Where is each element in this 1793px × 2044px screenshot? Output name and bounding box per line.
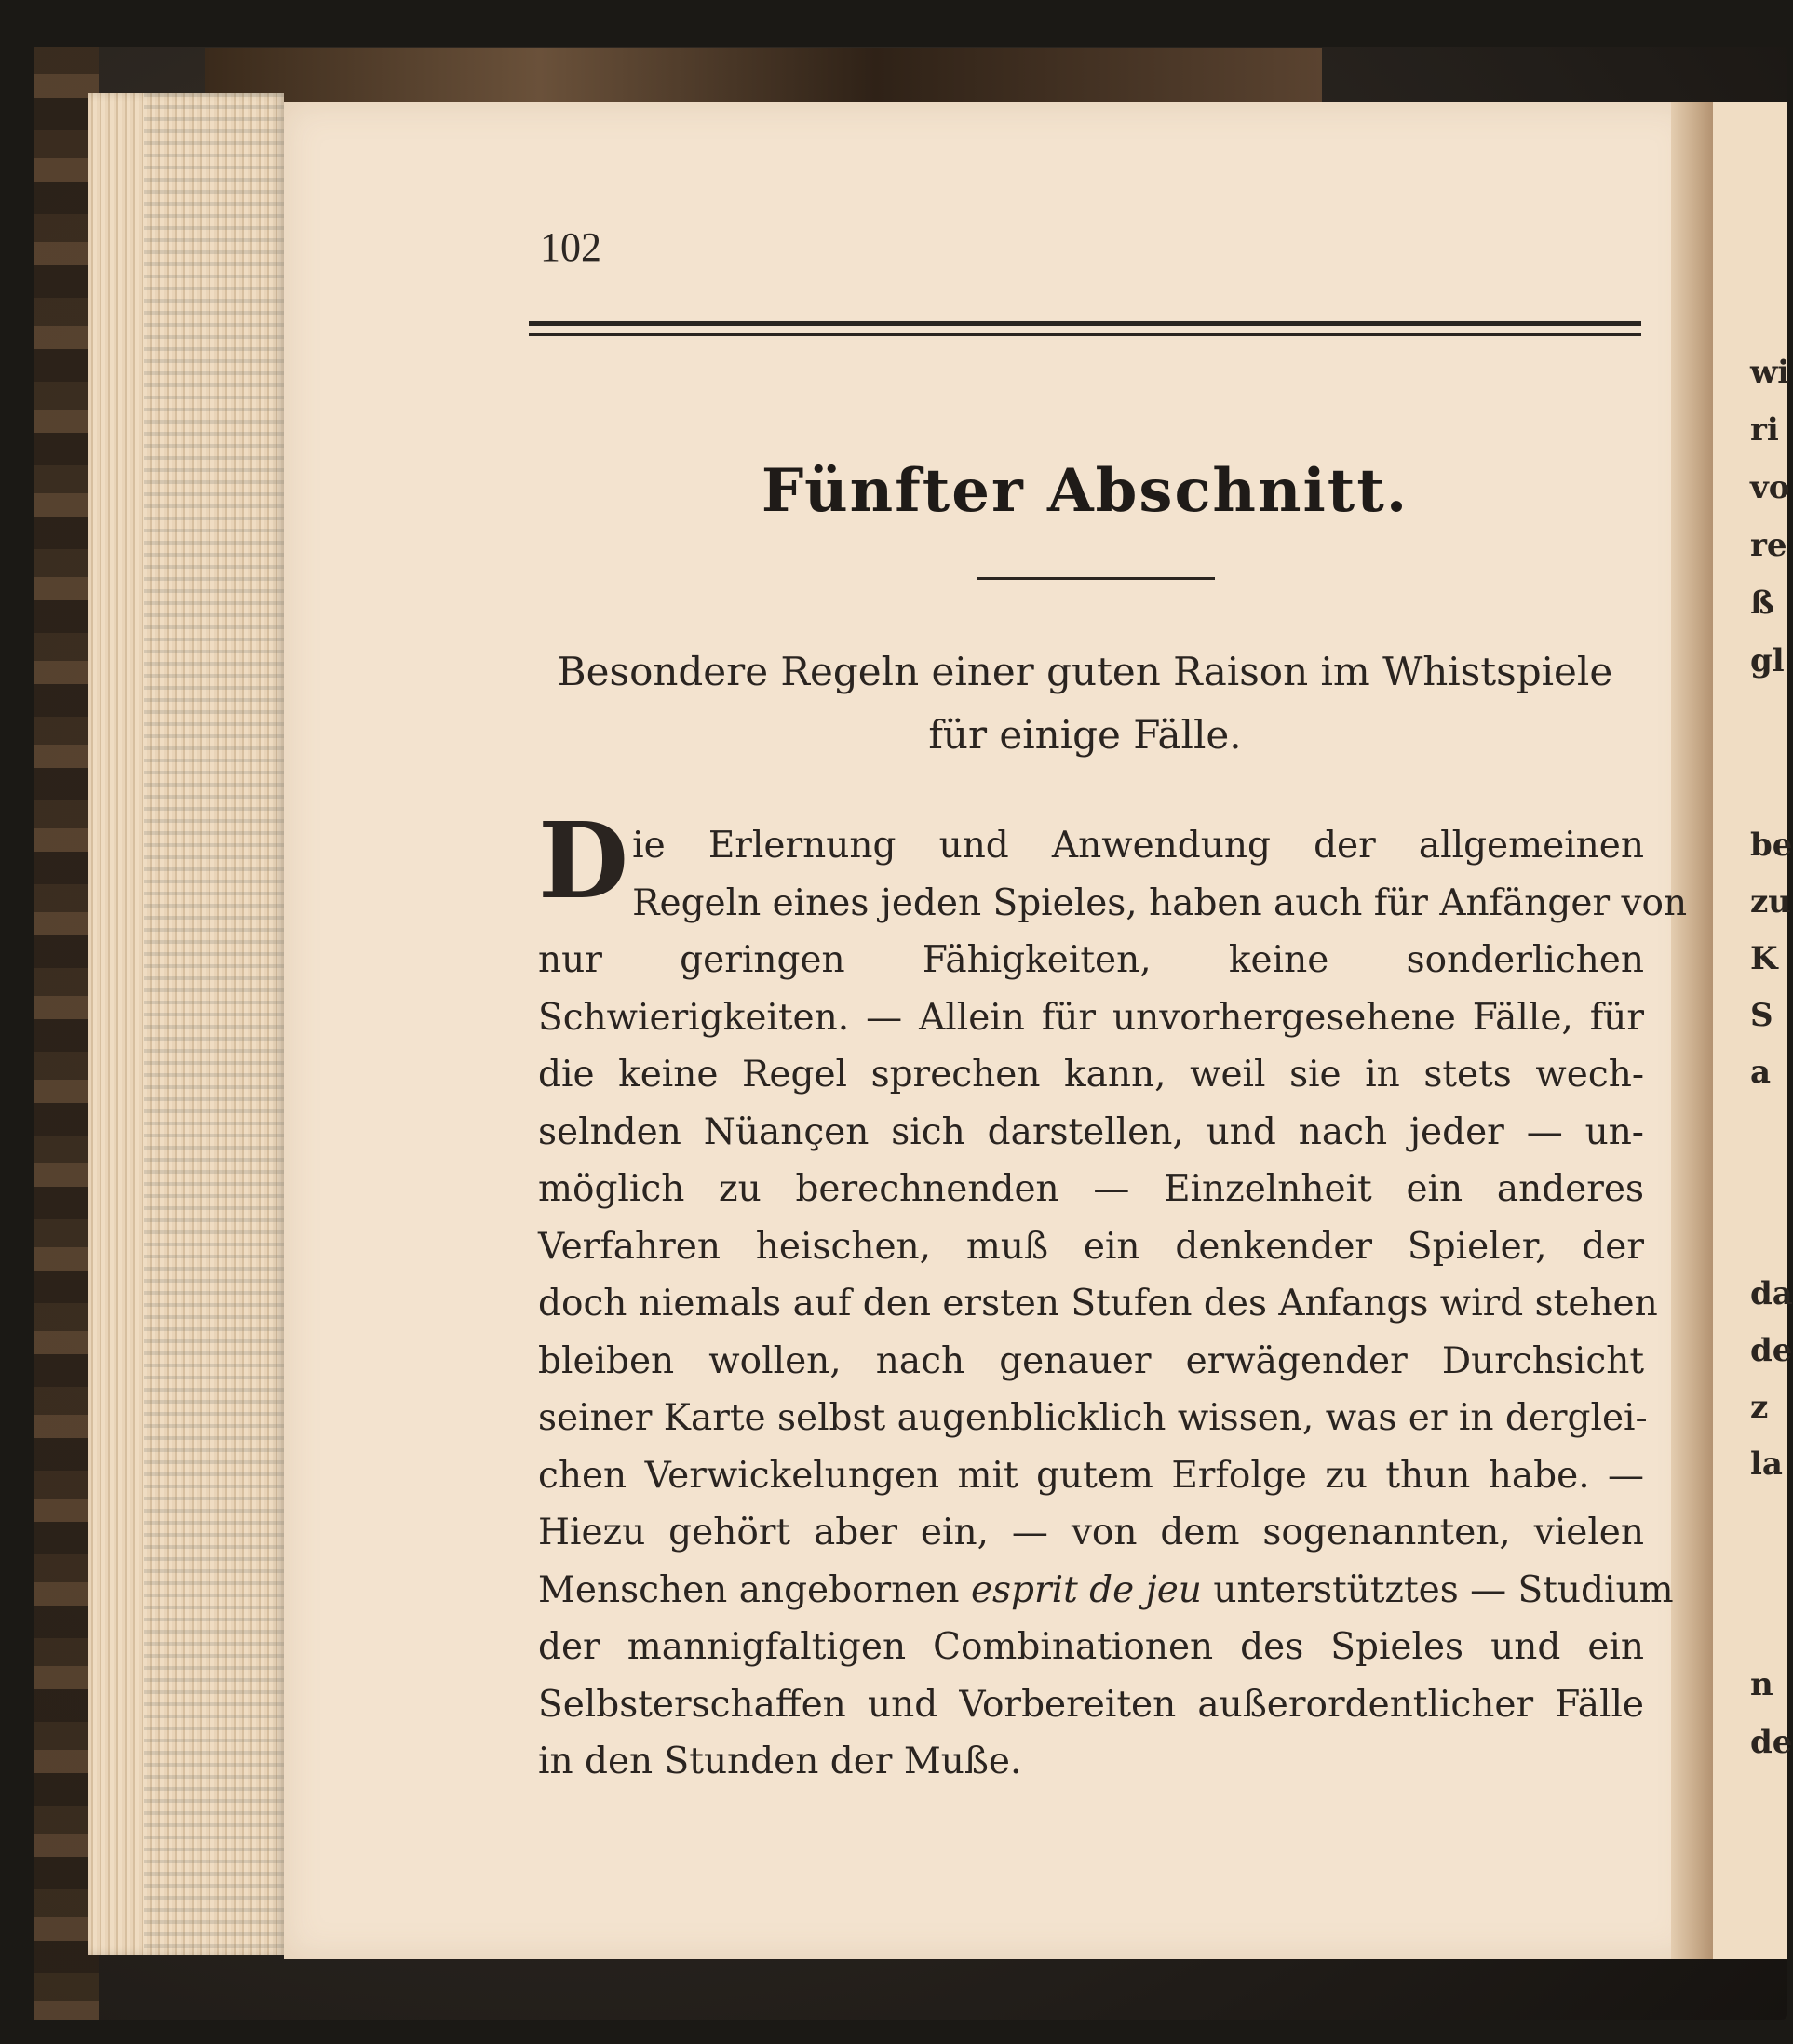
text-line: seiner Karte selbst augenblicklich wissen, was er in derglei- (538, 1397, 1648, 1439)
cover-top-strip (205, 48, 1322, 106)
text-line: Hiezu gehört aber ein, — von dem sogenannten, vielen (538, 1512, 1644, 1553)
facing-text-fragment: ri (1750, 411, 1779, 449)
text-line: selnden Nüançen sich darstellen, und nach jeder — un- (538, 1110, 1644, 1153)
facing-text-fragment: K (1750, 940, 1778, 977)
text-line: die keine Regel sprechen kann, weil sie in stets wech- (538, 1054, 1644, 1096)
page-number: 102 (540, 224, 601, 270)
section-title: Fünfter Abschnitt. (761, 456, 1409, 526)
header-rule (529, 321, 1641, 336)
text-line: der mannigfaltigen Combinationen des Spieles und ein (538, 1626, 1644, 1668)
text-line: bleiben wollen, nach genauer erwägender Durchsicht (538, 1339, 1644, 1382)
facing-text-fragment: z (1750, 1389, 1769, 1426)
facing-text-fragment: S (1750, 997, 1773, 1034)
facing-text-fragment: zu (1750, 883, 1792, 921)
facing-text-fragment: a (1750, 1054, 1772, 1091)
facing-text-fragment: de (1750, 1332, 1793, 1369)
facing-text-fragment: de (1750, 1724, 1793, 1761)
facing-text-fragment: wi (1750, 354, 1790, 391)
text-line: Selbsterschaffen und Vorbereiten außerordentlicher Fälle (538, 1683, 1644, 1726)
facing-text-fragment: re (1750, 527, 1787, 564)
text-line: Regeln eines jeden Spieles, haben auch für Anfänger von (632, 881, 1688, 924)
facing-text-fragment: ß (1750, 585, 1774, 622)
text-line: chen Verwickelungen mit gutem Erfolge zu thun habe. — (538, 1454, 1644, 1497)
text-line: Schwierigkeiten. — Allein für unvorhergesehene Fälle, für (538, 996, 1644, 1039)
body-paragraph (538, 800, 1688, 1791)
text-line: ie Erlernung und Anwendung der allgemeinen (632, 825, 1644, 867)
text-line: Verfahren heischen, muß ein denkender Spieler, der (538, 1225, 1644, 1268)
subtitle-line: Besondere Regeln einer guten Raison im Whistspiele (557, 649, 1613, 694)
facing-text-fragment: be (1750, 827, 1793, 864)
facing-text-fragment: da (1750, 1275, 1793, 1312)
text-line: in den Stunden der Muße. (538, 1741, 1022, 1782)
section-subtitle (529, 640, 1641, 767)
facing-text-fragment: gl (1750, 642, 1785, 679)
text-line: möglich zu berechnenden — Einzelnheit ein anderes (538, 1168, 1644, 1210)
text-line (538, 1562, 1674, 1620)
facing-text-fragment: la (1750, 1446, 1783, 1483)
text-segment: Menschen angebornen (538, 1568, 960, 1611)
facing-text-fragment: n (1750, 1666, 1773, 1703)
italic-phrase: esprit de jeu (970, 1568, 1202, 1611)
title-divider (977, 577, 1215, 580)
subtitle-line: für einige Fälle. (928, 712, 1242, 758)
text-line: doch niemals auf den ersten Stufen des Anfangs wird stehen (538, 1283, 1658, 1325)
drop-cap: D (538, 800, 629, 922)
page-block-edge (88, 93, 284, 1955)
text-segment: unterstütztes — Studium (1213, 1568, 1674, 1611)
text-line: nur geringen Fähigkeiten, keine sonderlichen (538, 939, 1644, 981)
book-gutter (1671, 102, 1713, 1959)
facing-text-fragment: vo (1750, 469, 1790, 506)
